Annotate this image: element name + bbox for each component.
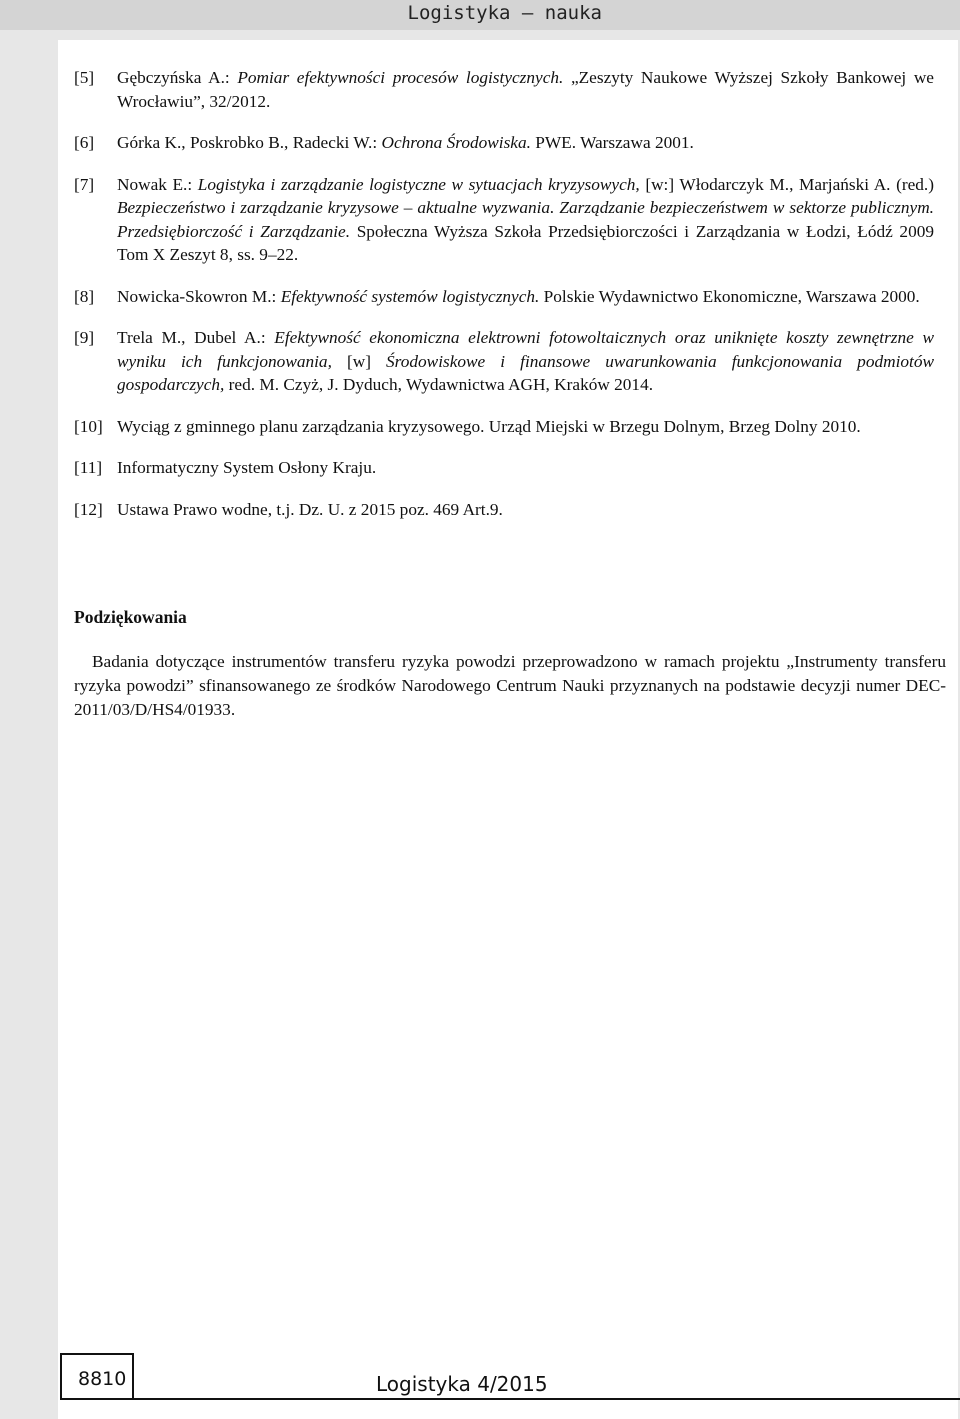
reference-text <box>117 500 503 519</box>
reference-segment: [w:] Włodarczyk M., Marjański A. (red.) <box>639 174 934 194</box>
reference-segment: PWE. Warszawa 2001. <box>530 133 694 152</box>
acknowledgements-heading: Podziękowania <box>74 607 187 627</box>
footer-rule <box>134 1398 960 1400</box>
reference-segment: Informatyczny System Osłony Kraju. <box>117 458 377 477</box>
reference-segment: Społeczna Wyższa Szkoła Przedsiębiorczości i Zarządzania w Łodzi, Łódź 2009 Tom X Zeszyt 8, ss. 9–22. <box>117 221 934 264</box>
reference-text <box>117 133 694 152</box>
reference-number: [12] <box>74 499 103 519</box>
reference-text <box>117 287 920 306</box>
reference-number: [7] <box>74 174 95 194</box>
reference-text <box>117 68 934 111</box>
reference-segment: Wyciąg z gminnego planu zarządzania kryzysowego. Urząd Miejski w Brzegu Dolnym, Brzeg Dolny 2010. <box>117 416 861 436</box>
acknowledgements-body: Badania dotyczące instrumentów transferu ryzyka powodzi przeprowadzono w ramach projektu „Instrumenty transferu ryzyka powodzi” sfinansowanego ze środków Narodowego Centrum Nauki przyznanych na podstawie decyzji numer DEC-2011/03/D/HS4/01933. <box>74 652 946 719</box>
reference-segment: [w] <box>331 351 387 371</box>
reference-title-segment: Pomiar efektywności procesów logistycznych. <box>237 68 564 87</box>
reference-segment: Trela M., Dubel A.: <box>117 328 275 347</box>
reference-item <box>74 498 934 522</box>
reference-segment: Nowak E.: <box>117 174 198 194</box>
page-number: 8810 <box>78 1368 127 1390</box>
reference-segment: Ustawa Prawo wodne, t.j. Dz. U. z 2015 poz. 469 Art.9. <box>117 499 503 519</box>
reference-number: [8] <box>74 286 95 306</box>
reference-segment: Nowicka-Skowron M.: <box>117 286 281 306</box>
reference-number: [11] <box>74 458 103 477</box>
reference-text <box>117 328 934 394</box>
reference-number: [6] <box>74 133 95 152</box>
reference-title-segment: Logistyka i zarządzanie logistyczne w sytuacjach kryzysowych, <box>197 174 640 194</box>
reference-number: [10] <box>74 416 103 436</box>
reference-title-segment: Efektywność ekonomiczna elektrowni fotowoltaicznych oraz uniknięte koszty zewnętrzne w wyniku ich funkcjonowania, <box>117 328 934 371</box>
reference-segment: red. M. Czyż, J. Dyduch, Wydawnictwa AGH, Kraków 2014. <box>224 375 654 394</box>
reference-item <box>74 66 934 113</box>
reference-title-segment: Efektywność systemów logistycznych. <box>280 286 540 306</box>
reference-title-segment: Ochrona Środowiska. <box>381 133 531 152</box>
journal-issue: Logistyka 4/2015 <box>376 1372 548 1396</box>
reference-segment: „Zeszyty Naukowe Wyższej Szkoły Bankowej we Wrocławiu”, 32/2012. <box>117 68 934 111</box>
reference-text <box>117 417 861 436</box>
reference-item <box>74 415 934 439</box>
reference-text <box>117 458 376 477</box>
reference-segment: Gębczyńska A.: <box>117 68 238 87</box>
reference-number: [9] <box>74 328 95 347</box>
reference-title-segment: Środowiskowe i finansowe uwarunkowania funkcjonowania podmiotów gospodarczych, <box>117 351 934 394</box>
reference-number: [5] <box>74 68 95 87</box>
reference-item <box>74 326 934 397</box>
references-list <box>74 66 934 539</box>
reference-title-segment: Bezpieczeństwo i zarządzanie kryzysowe – aktualne wyzwania. Zarządzanie bezpieczeństwem w sektorze publicznym. Przedsiębiorczość i Zarządzanie. <box>117 198 934 241</box>
reference-item <box>74 456 934 480</box>
reference-segment: Górka K., Poskrobko B., Radecki W.: <box>117 133 382 152</box>
reference-segment: Polskie Wydawnictwo Ekonomiczne, Warszawa 2000. <box>539 286 920 306</box>
running-header-title: Logistyka – nauka <box>407 2 602 24</box>
reference-item <box>74 285 934 309</box>
reference-item <box>74 173 934 267</box>
reference-text <box>117 175 934 265</box>
reference-item <box>74 131 934 155</box>
